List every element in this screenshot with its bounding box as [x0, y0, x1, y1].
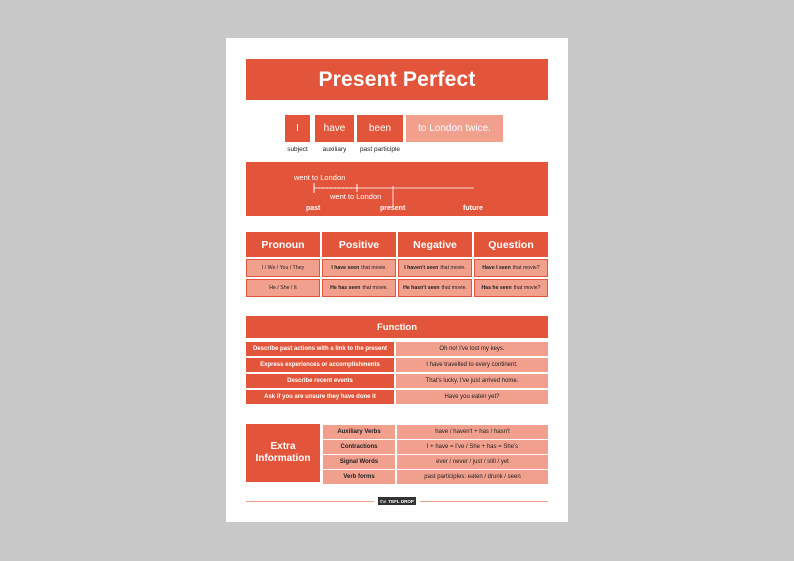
function-use: Describe past actions with a link to the present [246, 342, 394, 356]
header-negative: Negative [398, 232, 472, 257]
page-title: Present Perfect [246, 59, 548, 100]
label-past-participle: past participle [359, 146, 401, 153]
label-subject: subject [287, 146, 308, 153]
table-cell-positive: He has seen that movie. [322, 279, 396, 297]
function-use: Ask if you are unsure they have done it [246, 390, 394, 404]
function-example: I have travelled to every continent. [396, 358, 548, 372]
extra-value: I + have = I've / She + has = She's [397, 440, 548, 454]
formula-auxiliary: have [315, 115, 354, 142]
table-cell-positive: I have seen that movie. [322, 259, 396, 277]
header-positive: Positive [322, 232, 396, 257]
extra-label: Contractions [323, 440, 395, 454]
table-cell-pronoun: I / We / You / They [246, 259, 320, 277]
function-header: Function [246, 316, 548, 338]
timeline-label-present: present [380, 205, 406, 212]
extra-label: Auxiliary Verbs [323, 425, 395, 439]
function-example: Have you eaten yet? [396, 390, 548, 404]
function-example: That's lucky. I've just arrived home. [396, 374, 548, 388]
timeline-label-future: future [463, 205, 483, 212]
timeline-label-past: past [306, 205, 321, 212]
function-example: Oh no! I've lost my keys. [396, 342, 548, 356]
function-use: Express experiences or accomplishments [246, 358, 394, 372]
extra-label: Signal Words [323, 455, 395, 469]
footer-divider-right [420, 501, 548, 502]
brand-logo: the TEFL DROP [378, 497, 416, 505]
table-cell-negative: I haven't seen that movie. [398, 259, 472, 277]
footer-divider-left [246, 501, 374, 502]
table-cell-pronoun: He / She / It [246, 279, 320, 297]
extra-label: Verb forms [323, 470, 395, 484]
timeline-panel [246, 162, 548, 216]
table-cell-question: Have I seen that movie? [474, 259, 548, 277]
header-pronoun: Pronoun [246, 232, 320, 257]
extra-info-title: Extra Information [246, 424, 320, 482]
header-question: Question [474, 232, 548, 257]
formula-participle: been [357, 115, 403, 142]
formula-subject: I [285, 115, 310, 142]
table-cell-negative: He hasn't seen that movie. [398, 279, 472, 297]
extra-value: ever / never / just / still / yet [397, 455, 548, 469]
function-use: Describe recent events [246, 374, 394, 388]
timeline-phrase-1: went to London [294, 173, 346, 182]
label-auxiliary: auxiliary [322, 146, 347, 153]
formula-object: to London twice. [406, 115, 503, 142]
extra-value: have / haven't + has / hasn't [397, 425, 548, 439]
extra-value: past participles: eaten / drunk / seen [397, 470, 548, 484]
table-cell-question: Has he seen that movie? [474, 279, 548, 297]
worksheet-page [226, 38, 568, 522]
timeline-phrase-2: went to London [330, 192, 382, 201]
